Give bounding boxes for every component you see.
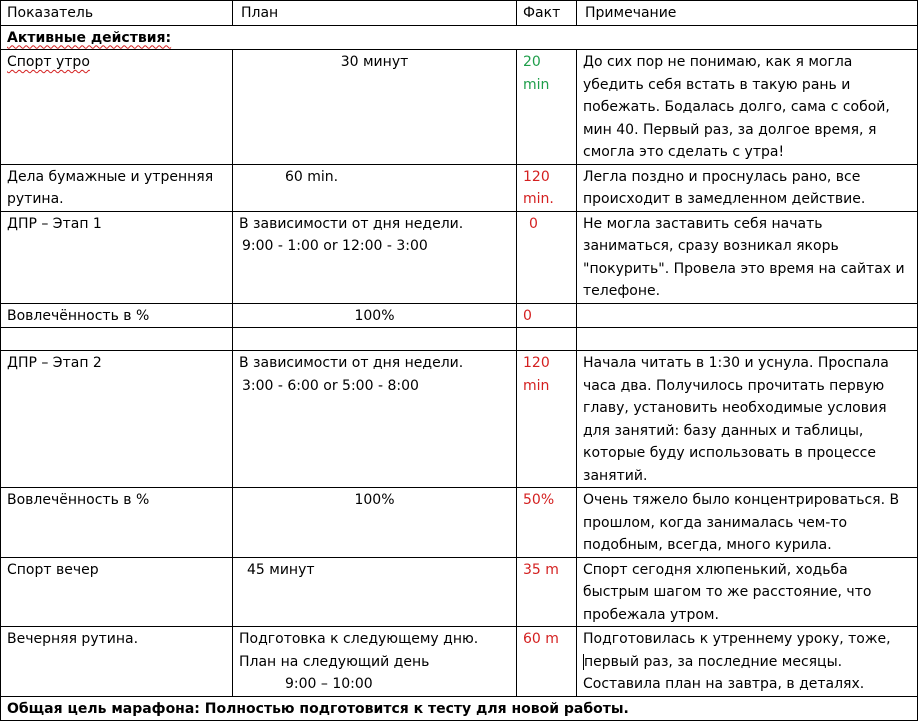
row-plan: 100%: [233, 303, 517, 328]
row-note: Начала читать в 1:30 и уснула. Проспала часа два. Получилось прочитать первую главу, установить необходимые условия для занятий: базу данных и таблицы, которые буду использовать в процессе занятий.: [577, 351, 918, 488]
table-row: [1, 50, 918, 165]
row-fact: 35 m: [517, 557, 577, 627]
table-row: [1, 627, 918, 697]
marathon-goal: Общая цель марафона: Полностью подготовится к тесту для новой работы.: [1, 696, 918, 721]
plan-line: Подготовка к следующему дню.: [239, 631, 479, 647]
plan-line: 9:00 – 10:00: [285, 676, 373, 692]
row-note: До сих пор не понимаю, как я могла убедить себя встать в такую рань и побежать. Бодалась долго, сама с собой, мин 40. Первый раз, за долгое время, я смогла это сделать с утра!: [577, 50, 918, 165]
row-indicator: [1, 50, 233, 165]
plan-line: В зависимости от дня недели.: [239, 215, 464, 232]
table-row: [1, 211, 918, 303]
table-row: [1, 164, 918, 211]
row-indicator: Вовлечённость в %: [1, 303, 233, 328]
section-row: [1, 25, 918, 50]
note-line: Составила план на завтра, в деталях.: [583, 676, 865, 692]
row-plan: 30 минут: [233, 50, 517, 165]
plan-line: 3:00 - 6:00 or 5:00 - 8:00: [242, 377, 419, 394]
row-fact: 120 min: [517, 351, 577, 488]
empty-cell: [577, 328, 918, 351]
row-note: Очень тяжело было концентрироваться. В прошлом, когда занималась чем-то подобным, всегда, много курила.: [577, 488, 918, 558]
row-fact: 60 m: [517, 627, 577, 697]
row-indicator: Дела бумажные и утренняя рутина.: [1, 164, 233, 211]
table-row: [1, 557, 918, 627]
table-row: [1, 351, 918, 488]
row-plan: [233, 211, 517, 303]
footer-row: [1, 696, 918, 721]
row-indicator-text: Спорт утро: [7, 54, 90, 70]
row-plan: 45 минут: [233, 557, 517, 627]
row-indicator: Вечерняя рутина.: [1, 627, 233, 697]
note-line: Подготовилась к утреннему уроку, тоже,: [583, 631, 891, 647]
plan-line: 9:00 - 1:00 or 12:00 - 3:00: [242, 238, 428, 254]
table-row: [1, 303, 918, 328]
row-note: [577, 627, 918, 697]
row-fact: 0: [517, 211, 577, 303]
row-indicator: Спорт вечер: [1, 557, 233, 627]
empty-cell: [233, 328, 517, 351]
row-indicator: Вовлечённость в %: [1, 488, 233, 558]
row-fact: 0: [517, 303, 577, 328]
row-indicator: ДПР – Этап 1: [1, 211, 233, 303]
row-fact: 20 min: [517, 50, 577, 165]
plan-line: План на следующий день: [239, 653, 430, 670]
header-row: [1, 1, 918, 26]
row-note: [577, 303, 918, 328]
note-line: [583, 651, 911, 674]
header-fact: Факт: [517, 1, 577, 26]
empty-row: [1, 328, 918, 351]
section-active-label: Активные действия:: [7, 29, 172, 46]
row-note: Не могла заставить себя начать заниматься, сразу возникал якорь "покурить". Провела это время на сайтах и телефоне.: [577, 211, 918, 303]
row-plan: [233, 351, 517, 488]
row-note: Спорт сегодня хлюпенький, ходьба быстрым шагом то же расстояние, что пробежала утром.: [577, 557, 918, 627]
row-plan: 60 min.: [233, 164, 517, 211]
row-note: Легла поздно и проснулась рано, все происходит в замедленном действие.: [577, 164, 918, 211]
row-fact: 50%: [517, 488, 577, 558]
row-fact: 120 min.: [517, 164, 577, 211]
empty-cell: [517, 328, 577, 351]
header-plan: План: [233, 1, 517, 26]
row-plan: [233, 627, 517, 697]
note-line-text: первый раз, за последние месяцы.: [584, 653, 843, 670]
table-row: [1, 488, 918, 558]
section-active-heading: [1, 25, 918, 50]
row-indicator: ДПР – Этап 2: [1, 351, 233, 488]
header-indicator: Показатель: [1, 1, 233, 26]
header-note: Примечание: [577, 1, 918, 26]
plan-line: В зависимости от дня недели.: [239, 355, 464, 371]
row-plan: 100%: [233, 488, 517, 558]
empty-cell: [1, 328, 233, 351]
